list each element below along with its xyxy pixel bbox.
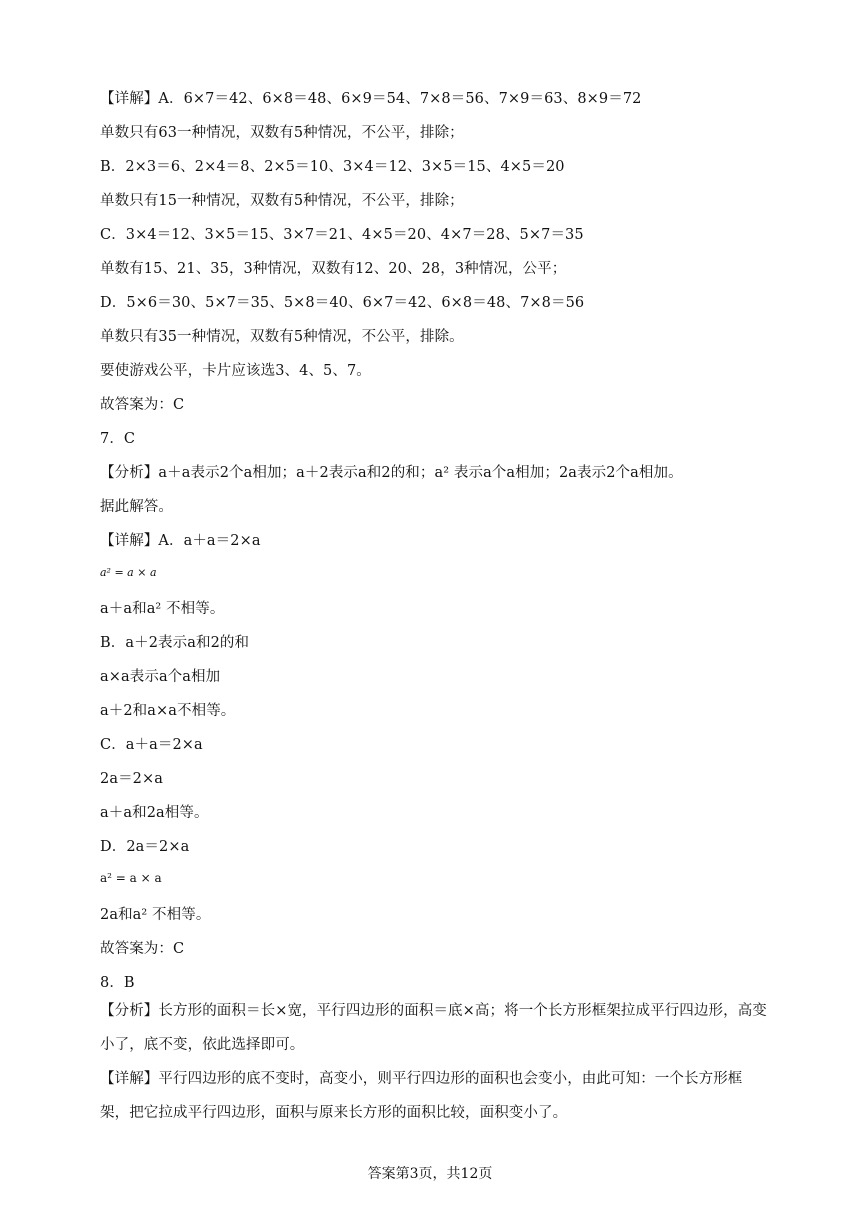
detail-q7-a: 【详解】A．a＋a＝2×a [100,533,261,549]
detail-q7-b-2: a×a表示a个a相加 [100,669,221,685]
analysis-q7: 【分析】a＋a表示2个a相加；a＋2表示a和2的和；a² 表示a个a相加；2a表示2个a相加。 [100,465,683,481]
detail-q7-b-conclusion: a＋2和a×a不相等。 [100,703,236,719]
detail-q7-b: B．a＋2表示a和2的和 [100,635,250,651]
question-8-heading: 8．B [100,975,135,991]
detail-d-products: D．5×6＝30、5×7＝35、5×8＝40、6×7＝42、6×8＝48、7×8＝56 [100,295,585,311]
detail-c-conclusion: 单数有15、21、35，3种情况，双数有12、20、28，3种情况，公平； [100,261,567,277]
detail-q8: 【详解】平行四边形的底不变时，高变小，则平行四边形的面积也会变小，由此可知：一个长方形框架，把它拉成平行四边形，面积与原来长方形的面积比较，面积变小了。 [100,1071,743,1121]
formula-a-squared-1: a² = a × a [100,566,157,579]
analysis-q8: 【分析】长方形的面积＝长×宽，平行四边形的面积＝底×高；将一个长方形框架拉成平行四边形，高变小了，底不变，依此选择即可。 [100,1003,767,1053]
detail-q7-c-2: 2a＝2×a [100,771,163,787]
detail-q7-d-conclusion: 2a和a² 不相等。 [100,907,211,923]
page-footer: 答案第3页，共12页 [367,1166,493,1182]
analysis-q7-cont: 据此解答。 [100,499,173,515]
detail-c-products: C．3×4＝12、3×5＝15、3×7＝21、4×5＝20、4×7＝28、5×7＝35 [100,227,584,243]
detail-a-conclusion: 单数只有63一种情况，双数有5种情况，不公平，排除； [100,125,464,141]
formula-a-squared-2: a² = a × a [100,871,162,885]
detail-b-conclusion: 单数只有15一种情况，双数有5种情况，不公平，排除； [100,193,464,209]
detail-a-products: 【详解】A．6×7＝42、6×8＝48、6×9＝54、7×8＝56、7×9＝63、8×9＝72 [100,91,642,107]
fair-game-summary: 要使游戏公平，卡片应该选3、4、5、7。 [100,363,371,379]
detail-b-products: B．2×3＝6、2×4＝8、2×5＝10、3×4＝12、3×5＝15、4×5＝20 [100,159,565,175]
detail-q7-c: C．a＋a＝2×a [100,737,203,753]
question-7-heading: 7．C [100,431,136,447]
detail-d-conclusion: 单数只有35一种情况，双数有5种情况，不公平，排除。 [100,329,464,345]
detail-q7-d: D．2a＝2×a [100,839,190,855]
answer-q6: 故答案为：C [100,397,185,413]
answer-q7: 故答案为：C [100,941,185,957]
detail-q7-c-conclusion: a＋a和2a相等。 [100,805,209,821]
detail-q7-a-conclusion: a＋a和a² 不相等。 [100,601,225,617]
